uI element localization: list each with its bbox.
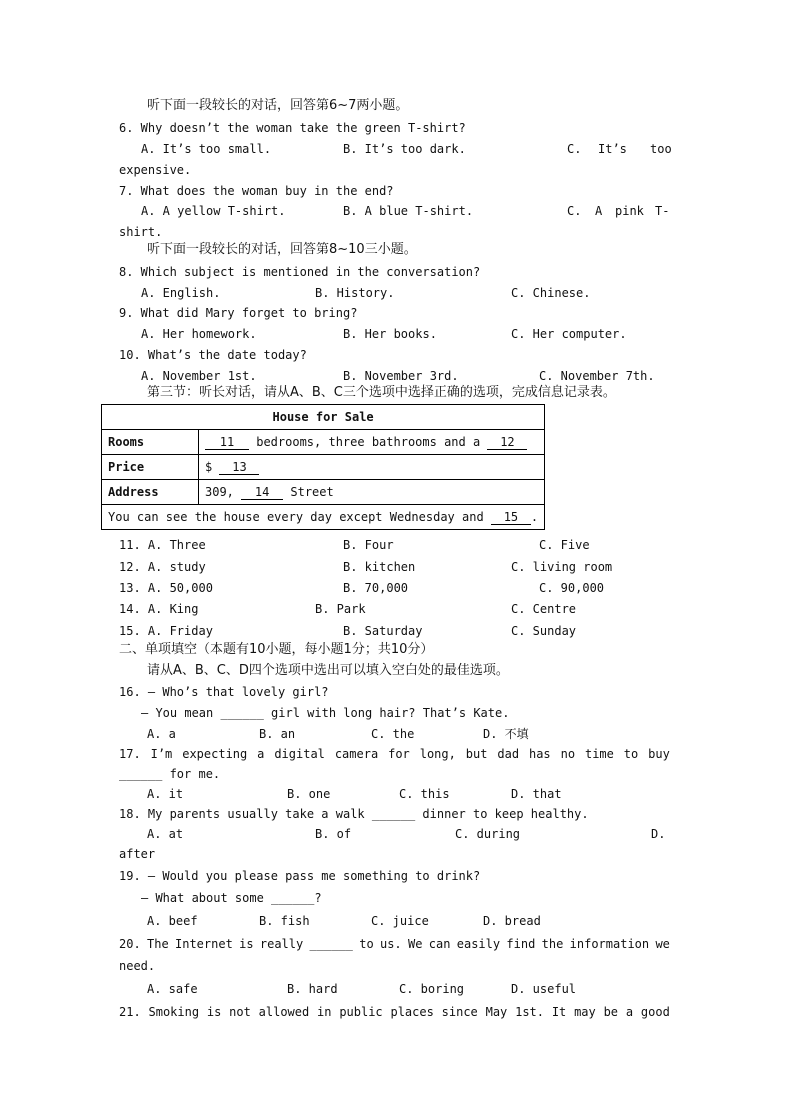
stem-word: not [229, 1005, 251, 1019]
q19-option-c: C. juice [371, 914, 429, 928]
q13-option-c: C. 90,000 [539, 581, 605, 595]
stem-word: ______ [309, 937, 353, 951]
stem-word: to [359, 937, 374, 951]
q16-line2: — You mean ______ girl with long hair? That’s Kate. [141, 706, 510, 720]
stem-word: may [574, 1005, 596, 1019]
q18-option-a: A. at [147, 827, 184, 841]
price-value [199, 455, 545, 480]
q20-option-d: D. useful [511, 982, 577, 996]
q6-option-a: A. It’s too small. [141, 142, 272, 156]
stem-word: good [640, 1005, 670, 1019]
q16-option-d: D. 不填 [483, 727, 529, 741]
blank-14: 14 [241, 485, 283, 500]
q10-option-c: C. November 7th. [539, 369, 655, 383]
q10-option-b: B. November 3rd. [343, 369, 459, 383]
stem-word: in [317, 1005, 332, 1019]
section-intro-6-7: 听下面一段较长的对话，回答第6~7两小题。 [147, 98, 409, 113]
stem-word: easily [456, 937, 501, 951]
q15-option-b: B. Saturday [343, 624, 423, 638]
stem-word: public [339, 1005, 383, 1019]
q15-option-a: 15. A. Friday [119, 624, 213, 638]
q17-option-b: B. one [287, 787, 331, 801]
q13-option-a: 13. A. 50,000 [119, 581, 213, 595]
q16-option-c: C. the [371, 727, 415, 741]
section-intro-8-10: 听下面一段较长的对话，回答第8~10三小题。 [147, 242, 417, 257]
stem-word: has [528, 747, 551, 761]
q20-stem [119, 937, 670, 951]
stem-word: Smoking [148, 1005, 200, 1019]
stem-word: a [625, 1005, 634, 1019]
q9-option-a: A. Her homework. [141, 327, 257, 341]
part2-title: 二、单项填空（本题有10小题，每小题1分；共10分） [119, 642, 434, 657]
q8-stem: 8. Which subject is mentioned in the conversation? [119, 265, 481, 279]
q10-stem: 10. What’s the date today? [119, 348, 307, 362]
stem-word: It [551, 1005, 567, 1019]
stem-word: May [485, 1005, 508, 1019]
q10-option-a: A. November 1st. [141, 369, 257, 383]
stem-word: no [560, 747, 576, 761]
stem-word: digital [274, 747, 325, 761]
q6-option-c-cont: expensive. [119, 163, 192, 177]
stem-word: for [388, 747, 410, 761]
q6-option-c: C. [567, 142, 582, 156]
stem-word: Internet [175, 937, 233, 951]
q9-option-b: B. Her books. [343, 327, 437, 341]
house-info-table [101, 404, 545, 530]
stem-word: we [655, 937, 670, 951]
q11-option-c: C. Five [539, 538, 590, 552]
q7-option-b: B. A blue T-shirt. [343, 204, 474, 218]
rooms-label: Rooms [102, 430, 199, 455]
stem-word: 20. [119, 937, 141, 951]
q17-option-d: D. that [511, 787, 562, 801]
stem-word: I’m [150, 747, 173, 761]
stem-word: really [259, 937, 304, 951]
q12-option-c: C. living room [511, 560, 613, 574]
table-footer [102, 505, 545, 530]
q7-option-c-cont: shirt. [119, 225, 163, 239]
stem-word: is [239, 937, 254, 951]
q19-option-a: A. beef [147, 914, 198, 928]
stem-word: buy [648, 747, 670, 761]
q13-option-b: B. 70,000 [343, 581, 409, 595]
q16-line1: 16. — Who’s that lovely girl? [119, 685, 329, 699]
q21-stem [119, 1005, 670, 1019]
stem-word: information [569, 937, 650, 951]
q20-option-b: B. hard [287, 982, 338, 996]
stem-word: camera [334, 747, 379, 761]
q16-option-a: A. a [147, 727, 176, 741]
rooms-text: bedrooms, three bathrooms and a [256, 434, 481, 449]
stem-word: 21. [119, 1005, 141, 1019]
q18-stem: 18. My parents usually take a walk ______ dinner to keep healthy. [119, 807, 589, 821]
q18-option-c: C. during [455, 827, 521, 841]
q19-line1: 19. — Would you please pass me something to drink? [119, 869, 481, 883]
q6-option-c-word: It’s [598, 142, 627, 156]
stem-word: to [623, 747, 639, 761]
stem-word: us. [379, 937, 402, 951]
q12-option-a: 12. A. study [119, 560, 206, 574]
q19-line2: — What about some ______? [141, 891, 322, 905]
q9-stem: 9. What did Mary forget to bring? [119, 306, 358, 320]
q8-option-b: B. History. [315, 286, 395, 300]
q17-stem [119, 747, 670, 761]
q19-option-d: D. bread [483, 914, 541, 928]
blank-12: 12 [487, 435, 527, 450]
q7-option-c: C. [567, 204, 582, 218]
q6-option-b: B. It’s too dark. [343, 142, 466, 156]
q6-option-c-word: too [650, 142, 672, 156]
q18-option-d: D. [651, 827, 666, 841]
q7-option-c-word: pink [615, 204, 644, 218]
blank-15: 15 [491, 510, 531, 525]
address-prefix: 309, [205, 484, 234, 499]
stem-word: The [147, 937, 169, 951]
price-label: Price [102, 455, 199, 480]
q8-option-a: A. English. [141, 286, 221, 300]
stem-word: is [206, 1005, 222, 1019]
stem-word: but [465, 747, 488, 761]
q20-option-c: C. boring [399, 982, 465, 996]
stem-word: dad [497, 747, 520, 761]
stem-word: places [390, 1005, 434, 1019]
stem-word: We [407, 937, 423, 951]
stem-word: be [603, 1005, 619, 1019]
stem-word: find [506, 937, 536, 951]
footer-text: You can see the house every day except Wednesday and [108, 509, 484, 524]
q19-option-b: B. fish [259, 914, 310, 928]
q20-line2: need. [119, 959, 156, 973]
address-label: Address [102, 480, 199, 505]
price-prefix: $ [205, 459, 213, 474]
q14-option-a: 14. A. King [119, 602, 199, 616]
q15-option-c: C. Sunday [511, 624, 577, 638]
stem-word: a [257, 747, 265, 761]
rooms-value [199, 430, 545, 455]
q17-option-a: A. it [147, 787, 184, 801]
q9-option-c: C. Her computer. [511, 327, 627, 341]
q17-line2: ______ for me. [119, 767, 221, 781]
q18-option-b: B. of [315, 827, 352, 841]
footer-end: . [530, 509, 539, 524]
blank-13: 13 [219, 460, 259, 475]
q18-option-d-cont: after [119, 847, 156, 861]
q14-option-b: B. Park [315, 602, 366, 616]
stem-word: can [428, 937, 451, 951]
stem-word: 17. [119, 747, 141, 761]
stem-word: allowed [258, 1005, 310, 1019]
stem-word: long, [419, 747, 456, 761]
stem-word: time [584, 747, 614, 761]
q16-option-b: B. an [259, 727, 296, 741]
stem-word: the [541, 937, 564, 951]
q7-option-c-word: T- [655, 204, 670, 218]
table-title: House for Sale [102, 405, 545, 430]
q7-stem: 7. What does the woman buy in the end? [119, 184, 394, 198]
q6-stem: 6. Why doesn’t the woman take the green T-shirt? [119, 121, 466, 135]
q12-option-b: B. kitchen [343, 560, 416, 574]
q20-option-a: A. safe [147, 982, 198, 996]
stem-word: expecting [182, 747, 248, 761]
blank-11: 11 [205, 435, 249, 450]
section3-intro: 第三节：听长对话，请从A、B、C三个选项中选择正确的选项，完成信息记录表。 [147, 385, 616, 400]
address-suffix: Street [290, 484, 334, 499]
q7-option-c-word: A [595, 204, 603, 218]
q17-option-c: C. this [399, 787, 450, 801]
part2-intro: 请从A、B、C、D四个选项中选出可以填入空白处的最佳选项。 [147, 663, 509, 678]
address-value [199, 480, 545, 505]
q8-option-c: C. Chinese. [511, 286, 591, 300]
stem-word: 1st. [515, 1005, 544, 1019]
q11-option-b: B. Four [343, 538, 394, 552]
q14-option-c: C. Centre [511, 602, 577, 616]
stem-word: since [441, 1005, 478, 1019]
q7-option-a: A. A yellow T-shirt. [141, 204, 286, 218]
q11-option-a: 11. A. Three [119, 538, 206, 552]
